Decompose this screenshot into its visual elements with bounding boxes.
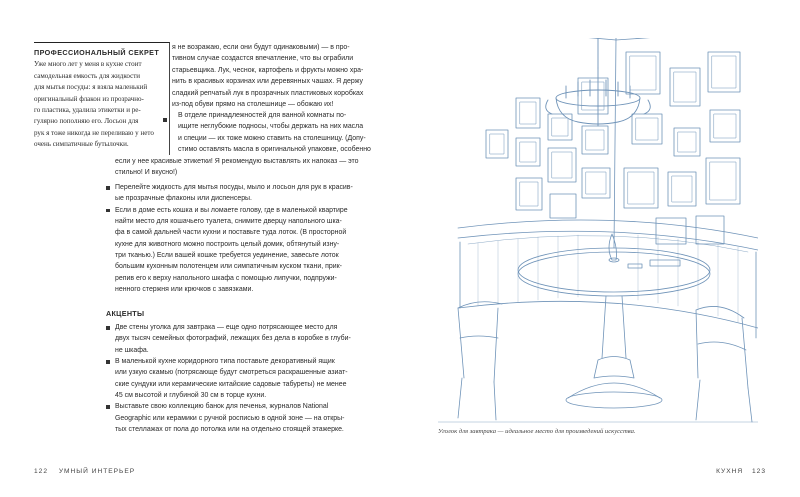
left-chair bbox=[458, 302, 502, 420]
bullet-line: не шкафа. bbox=[115, 346, 149, 354]
list-item bbox=[106, 401, 368, 435]
page-number: 123 bbox=[751, 468, 766, 475]
pro-secret-line: го пластика, удалила этикетки и ре- bbox=[34, 106, 141, 115]
list-item bbox=[106, 356, 368, 401]
body-line: тивном случае создастся впечатление, что вы ограбили bbox=[172, 55, 354, 63]
running-title: КУХНЯ bbox=[716, 468, 744, 475]
bullet-line: три тканью.) Если вашей кошке требуется уединение, завесьте лоток bbox=[115, 252, 339, 260]
bullet-line: Geographic или керамики с ручной росписью в одной зоне — на откры- bbox=[115, 414, 345, 422]
body-line: нить в красивых корзинах или деревянных чашах. Я держу bbox=[172, 78, 363, 86]
bullet-line: двух тысяч семейных фотографий, лежащих без дела в коробке в глуби- bbox=[115, 335, 351, 343]
accents-heading: АКЦЕНТЫ bbox=[106, 309, 145, 318]
bullet-line: кухне для животного можно построить целый домик, обтянутый изну- bbox=[115, 240, 340, 248]
body-line: старьевщика. Лук, чеснок, картофель и фрукты можно хра- bbox=[172, 66, 364, 74]
right-page bbox=[400, 0, 800, 497]
pro-secret-line: самодельная емкость для жидкости bbox=[34, 71, 141, 80]
banquette bbox=[458, 220, 758, 338]
bullet-line: фа в самой дальней части кухни и поставьте туда лоток. (В просторной bbox=[115, 229, 347, 237]
bullet-line: 45 см высотой и глубиной 30 см в торце кухни. bbox=[115, 392, 267, 400]
right-footer bbox=[716, 468, 766, 475]
body-line: я не возражаю, если они будут одинаковыми) — в про- bbox=[172, 44, 350, 51]
bullet-line: стильно! И вкусно!) bbox=[115, 169, 178, 176]
bullet-line: В отделе принадлежностей для ванной комнаты по- bbox=[178, 112, 347, 119]
chandelier bbox=[546, 38, 651, 126]
pro-secret-line: очень симпатичные бутылочки. bbox=[34, 140, 129, 149]
left-footer bbox=[34, 468, 135, 475]
pro-secret-line: рук я тоже никогда не переливаю у нето bbox=[34, 128, 154, 137]
table bbox=[518, 234, 710, 408]
bullet-line: или узкую скамью (потрясающе будут смотреться раскрашенные азиат- bbox=[115, 369, 348, 377]
pro-secret-sidebar bbox=[34, 42, 170, 155]
pro-secret-line: гулярно пополняю его. Лосьон для bbox=[34, 117, 139, 126]
right-wall-frames bbox=[624, 52, 740, 244]
bullet-line: найти место для кошачьего туалета, снимите дверцу напольного шка- bbox=[115, 218, 342, 226]
running-title: УМНЫЙ ИНТЕРЬЕР bbox=[58, 468, 136, 475]
bullet-line: ые прозрачные флаконы или диспенсеры. bbox=[115, 195, 252, 203]
left-wall-frames bbox=[486, 78, 610, 218]
list-item bbox=[106, 322, 368, 356]
pro-secret-line: оригинальный флакон из прозрачно- bbox=[34, 94, 144, 103]
pro-secret-line: для мытья посуды: я взяла маленький bbox=[34, 83, 148, 92]
bullet-list-1 bbox=[106, 182, 368, 295]
bullet-line: тых стеллажах от пола до потолка или на отдельно стоящей этажерке. bbox=[115, 426, 344, 434]
bullet-line: ищите неглубокие подносы, чтобы держать на них масла bbox=[178, 123, 364, 131]
bullet-line: репив его к верху напольного шкафа с помощью липучки, подпружи- bbox=[115, 274, 337, 282]
illustration-caption: Уголок для завтрака — идеальное место для произведений искусства. bbox=[438, 428, 636, 435]
breakfast-nook-illustration bbox=[438, 38, 758, 423]
bullet-line: если у нее красивые этикетки! Я рекомендую выставлять их напоказ — это bbox=[115, 157, 359, 165]
bullet-list-2 bbox=[106, 322, 368, 435]
pro-secret-body bbox=[34, 59, 162, 150]
bullet-line: Две стены уголка для завтрака — еще одно потрясающее место для bbox=[115, 324, 338, 331]
list-item bbox=[106, 182, 368, 205]
bullet-line: стимо оставлять масла в оригинальной упаковке, особенно bbox=[178, 146, 371, 154]
body-line: сладкий репчатый лук в прозрачных пластиковых коробках bbox=[172, 89, 364, 97]
pro-secret-line: Уже много лет у меня в кухне стоит bbox=[34, 60, 142, 69]
bullet-line: Выставьте свою коллекцию банок для печенья, журналов National bbox=[115, 403, 329, 411]
bullet-line: В маленькой кухне коридорного типа поставьте декоративный ящик bbox=[115, 358, 335, 366]
bullet-line: Если в доме есть кошка и вы ломаете голову, где в маленькой квартире bbox=[115, 206, 348, 214]
bullet-line: большим кухонным полотенцем или симпатичным куском ткани, прик- bbox=[115, 263, 342, 271]
bullet-line: ские сундуки или керамические китайские садовые табуреты) не менее bbox=[115, 380, 347, 388]
body-line: из-под обуви прямо на столешнице — обожаю их! bbox=[172, 101, 334, 108]
list-item bbox=[106, 205, 368, 296]
pro-secret-title: ПРОФЕССИОНАЛЬНЫЙ СЕКРЕТ bbox=[34, 48, 160, 57]
bullet-line: Перелейте жидкость для мытья посуды, мыло и лосьон для рук в красив- bbox=[115, 184, 353, 191]
bullet-line: ненного стержня или крючков с завязками. bbox=[115, 286, 254, 294]
page-number: 122 bbox=[34, 468, 49, 475]
bullet-line: и специи — их тоже можно ставить на столешницу. (Допу- bbox=[178, 134, 366, 142]
